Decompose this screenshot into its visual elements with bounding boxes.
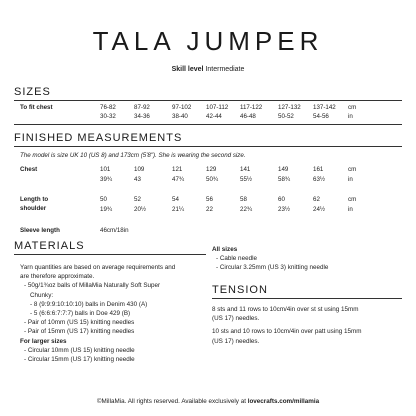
needle-2: - Pair of 15mm (US 17) knitting needles [24,328,135,336]
chest-in-cell-4: 55½ [240,176,253,183]
length-cm-cell-6: 62 [313,196,320,203]
length-cm-cell-3: 56 [206,196,213,203]
chest-in-cell-3: 50¾ [206,176,219,183]
length-cm-cell-1: 52 [134,196,141,203]
tension-p2-1: 10 sts and 10 rows to 10cm/4in over patt using 15mm [212,328,362,336]
chest-cm-cell-2: 121 [172,166,183,173]
length-label-2: shoulder [20,205,47,212]
skill-level-label: Skill level [171,66,204,73]
chest-in-cell-2: 47¾ [172,176,185,183]
larger-2: - Circular 15mm (US 17) knitting needle [24,356,135,364]
materials-intro-1: Yarn quantities are based on average requirements and [20,264,176,271]
length-in-cell-0: 19¾ [100,206,113,213]
chest-in-cell-7: in [348,176,353,183]
all-sizes-block [212,245,328,273]
all-sizes-item-1: - Cable needle [216,255,257,263]
sizes-cell-r2-1: 34-36 [134,113,150,120]
sizes-cell-r2-4: 46-48 [240,113,256,120]
materials-body [20,263,175,364]
yarn-line [20,281,175,299]
chest-label: Chest [20,166,38,173]
sizes-cell-r1-7: cm [348,104,357,111]
length-in-cell-3: 22 [206,206,213,213]
yarn-quantities [20,300,175,318]
sizes-cell-r2-2: 38-40 [172,113,188,120]
larger-sizes-heading: For larger sizes [20,337,67,345]
chest-cm-cell-6: 161 [313,166,324,173]
sizes-cell-r1-0: 76-82 [100,104,116,111]
chest-cm-cell-7: cm [348,166,357,173]
finished-heading: FINISHED MEASUREMENTS [14,132,183,144]
sizes-cell-r2-3: 42-44 [206,113,222,120]
sizes-cell-r2-5: 50-52 [278,113,294,120]
qty-b: - 5 (6:6:6:7:7:7) balls in Doe 429 (B) [30,310,131,318]
chest-cm-cell-0: 101 [100,166,111,173]
sizes-heading: SIZES [14,86,51,98]
sizes-cell-r2-6: 54-56 [313,113,329,120]
qty-a: - 8 (9:9:9:10:10:10) balls in Denim 430 (A) [30,300,148,308]
needles-list [20,318,175,336]
length-in-cell-5: 23½ [278,206,291,213]
chest-cm-cell-5: 149 [278,166,289,173]
sizes-cell-r1-5: 127-132 [278,104,301,111]
materials-intro-2: are therefore approximate. [20,273,95,281]
length-cm-cell-0: 50 [100,196,107,203]
all-sizes-heading: All sizes [212,246,238,253]
sizes-bottom-rule [14,124,402,125]
all-sizes-item-2: - Circular 3.25mm (US 3) knitting needle [216,264,329,272]
tension-p1-1: 8 sts and 11 rows to 10cm/4in over st st using 15mm [212,306,359,313]
length-in-cell-4: 22¾ [240,206,253,213]
sleeve-label: Sleeve length [20,227,60,234]
tension-body [212,305,361,346]
chest-cm-cell-4: 141 [240,166,251,173]
chest-in-cell-5: 58¾ [278,176,291,183]
length-in-cell-1: 20½ [134,206,147,213]
tension-p1-2: (US 17) needles. [212,315,260,323]
page-title: TALA JUMPER [92,26,324,56]
sizes-cell-r1-1: 87-92 [134,104,150,111]
sleeve-value: 46cm/18in [100,227,129,234]
model-note: The model is size UK 10 (US 8) and 173cm (5'8"). She is wearing the second size. [20,152,246,159]
yarn-line-1: - 50g/1¾oz balls of MillaMia Naturally Soft Super [24,282,161,290]
footer [0,398,416,405]
length-in-cell-6: 24½ [313,206,326,213]
length-label-1: Length to [20,196,49,203]
chest-in-cell-1: 43 [134,176,141,183]
needle-1: - Pair of 10mm (US 15) knitting needles [24,319,135,327]
sizes-cell-r2-0: 30-32 [100,113,116,120]
finished-rule [14,146,402,147]
tension-heading: TENSION [212,284,268,296]
skill-level [0,66,416,73]
length-cm-cell-7: cm [348,196,357,203]
length-in-cell-2: 21¼ [172,206,185,213]
larger-list [20,346,175,364]
skill-level-value: Intermediate [205,66,245,73]
footer-link[interactable]: lovecrafts.com/millamia [247,398,320,405]
length-cm-cell-4: 58 [240,196,247,203]
tension-rule [212,298,402,299]
chest-cm-cell-1: 109 [134,166,145,173]
sizes-cell-r2-7: in [348,113,353,120]
length-in-cell-7: in [348,206,353,213]
sizes-rule [14,100,402,101]
sizes-cell-r1-3: 107-112 [206,104,229,111]
sizes-cell-r1-4: 117-122 [240,104,263,111]
chest-cm-cell-3: 129 [206,166,217,173]
materials-rule [14,254,206,255]
chest-in-cell-0: 39¾ [100,176,113,183]
tension-p2-2: (US 17) needles. [212,337,260,345]
sizes-row-label: To fit chest [20,104,53,111]
footer-text: ©MillaMia. All rights reserved. Available exclusively at [96,398,248,405]
sizes-cell-r1-2: 97-102 [172,104,192,111]
larger-1: - Circular 10mm (US 15) knitting needle [24,346,135,354]
length-cm-cell-5: 60 [278,196,285,203]
chest-in-cell-6: 63½ [313,176,326,183]
yarn-line-2: Chunky: [30,291,54,299]
materials-heading: MATERIALS [14,240,85,252]
sizes-cell-r1-6: 137-142 [313,104,336,111]
length-cm-cell-2: 54 [172,196,179,203]
